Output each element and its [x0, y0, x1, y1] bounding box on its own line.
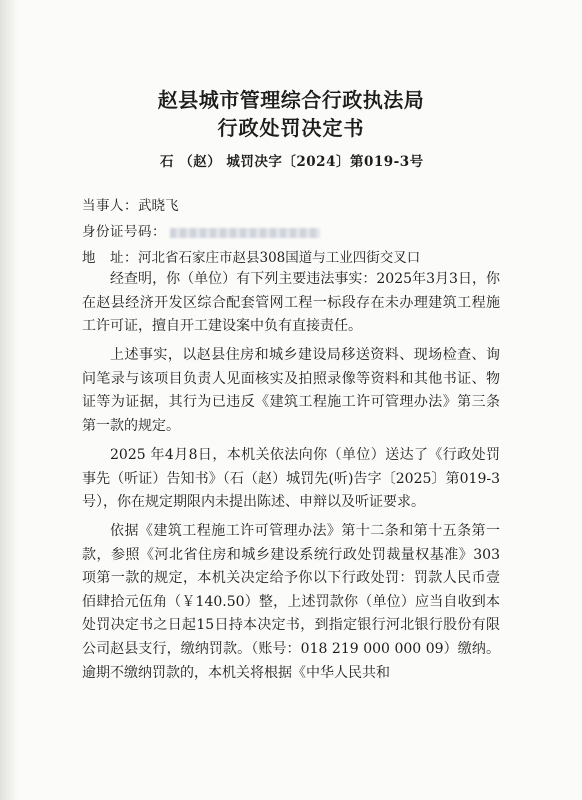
- party-name-label: 当事人：: [82, 198, 138, 214]
- party-address-value: 河北省石家庄市赵县308国道与工业四街交叉口: [138, 250, 421, 266]
- party-name-line: [82, 194, 179, 214]
- paragraph-evidence: 上述事实，以赵县住房和城乡建设局移送资料、现场检查、询问笔录与该项目负责人见面核实及拍照录像等资料和其他书证、物证等为证据，其行为已违反《建筑工程施工许可管理办法》第三条第一款的规定。: [82, 347, 500, 434]
- document-type-title: 行政处罚决定书: [217, 116, 365, 140]
- party-address-line: [82, 246, 420, 266]
- paragraph-notice: 2025 年4月8日，本机关依法向你（单位）送达了《行政处罚事先（听证）告知书》（石（赵）城罚先(听)告字〔2025〕第019-3号），你在规定期限内未提出陈述、申辩以及听证要求。: [82, 447, 500, 511]
- party-id-line: [82, 220, 320, 240]
- party-address-label: 地 址：: [82, 250, 138, 266]
- agency-title: 赵县城市管理综合行政执法局: [157, 88, 425, 112]
- paragraph-facts: 经查明，你（单位）有下列主要违法事实：2025年3月3日，你在赵县经济开发区综合配套管网工程一标段存在未办理建筑工程施工许可证，擅自开工建设案中负有直接责任。: [82, 271, 500, 335]
- party-id-label: 身份证号码：: [82, 224, 166, 240]
- document-number: 石 （赵） 城罚决字〔2024〕第019-3号: [160, 154, 424, 170]
- party-name-value: 武晓飞: [138, 198, 179, 214]
- redacted-id-number: [170, 228, 320, 238]
- paragraph-penalty: 依据《建筑工程施工许可管理办法》第十二条和第十五条第一款，参照《河北省住房和城乡建设系统行政处罚裁量权基准》303项第一款的规定，本机关决定给予你以下行政处罚：罚款人民币壹佰肆拾元伍角（￥140.50）整，上述罚款你（单位）应当自收到本处罚决定书之日起15日持本决定书，到指定银行河北银行股份有限公司赵县支行，缴纳罚款。（账号：018 219 000 000 09）缴纳。逾期不缴纳罚款的，本机关将根据《中华人民共和: [82, 523, 500, 681]
